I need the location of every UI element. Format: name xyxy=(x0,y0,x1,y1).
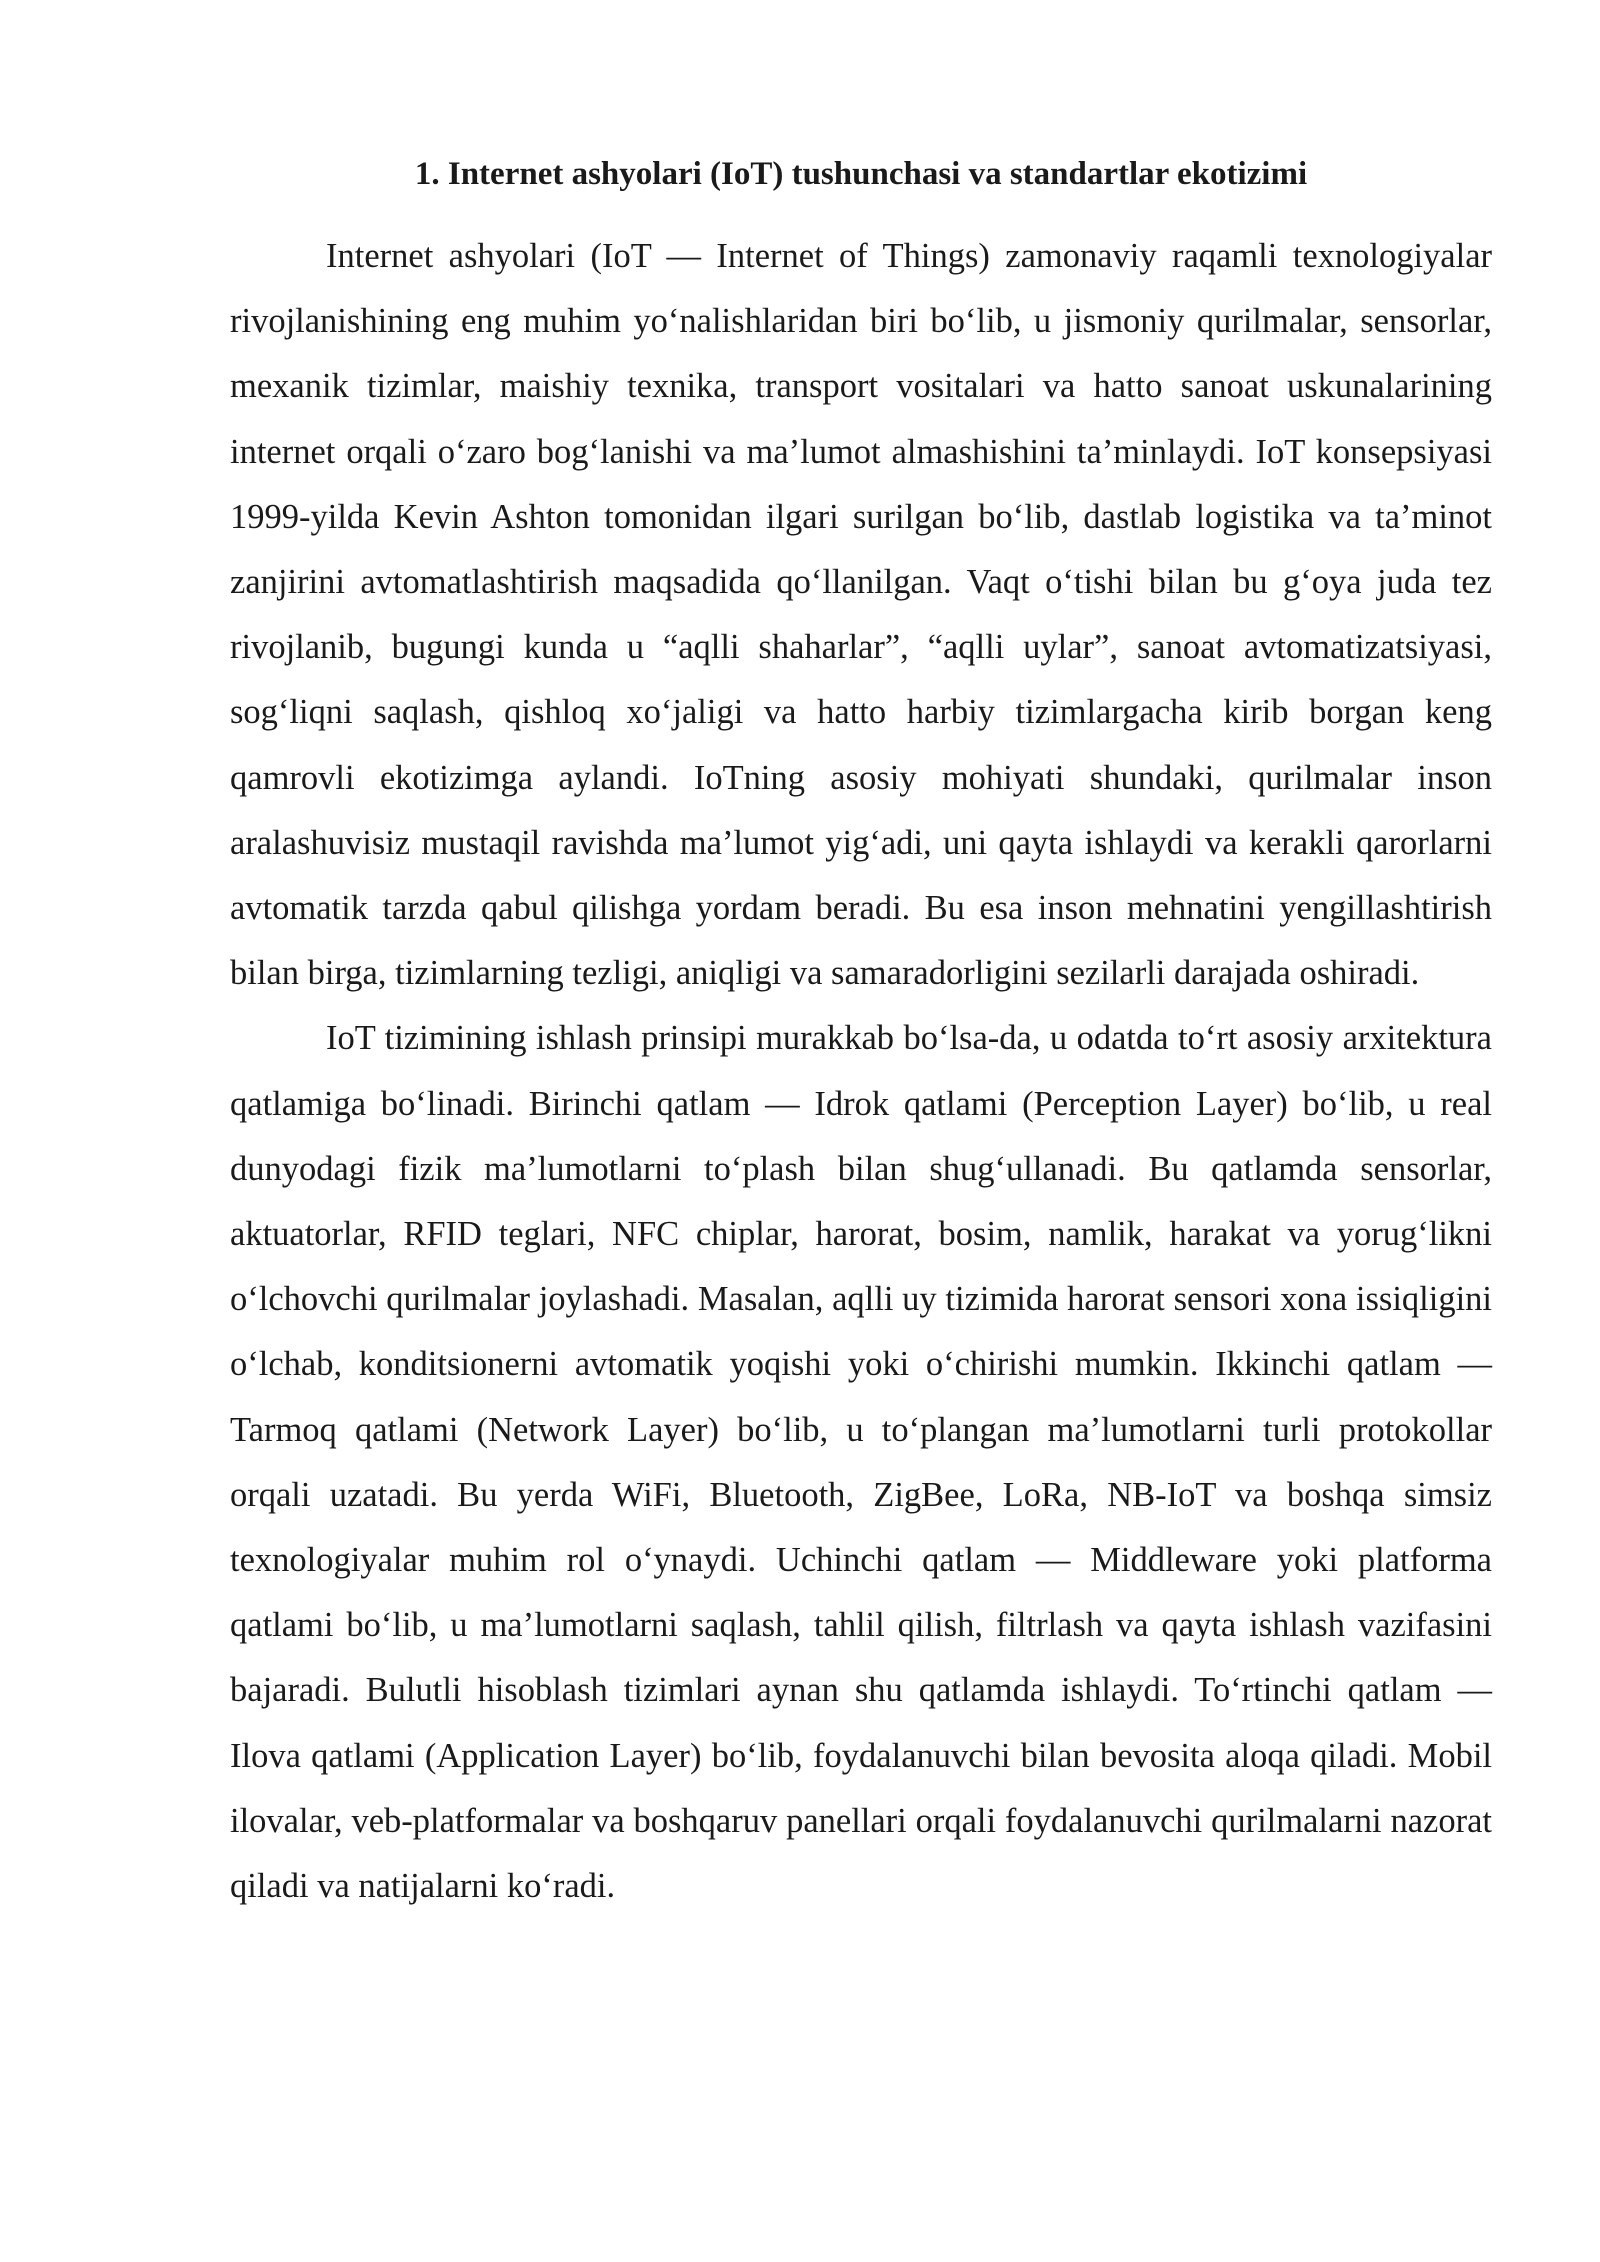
section-heading: 1. Internet ashyolari (IoT) tushunchasi va standartlar ekotizimi xyxy=(414,156,1308,192)
paragraph-iot-architecture: IoT tizimining ishlash prinsipi murakkab bo‘lsa-da, u odatda to‘rt asosiy arxitektura qatlamiga bo‘linadi. Birinchi qatlam — Idrok qatlami (Perception Layer) bo‘lib, u real dunyodagi fizik ma’lumotlarni to‘plash bilan shug‘ullanadi. Bu qatlamda sensorlar, aktuatorlar, RFID teglari, NFC chiplar, harorat, bosim, namlik, harakat va yorug‘likni o‘lchovchi qurilmalar joylashadi. Masalan, aqlli uy tizimida harorat sensori xona issiqligini o‘lchab, konditsionerni avtomatik yoqishi yoki o‘chirishi mumkin. Ikkinchi qatlam — Tarmoq qatlami (Network Layer) bo‘lib, u to‘plangan ma’lumotlarni turli protokollar orqali uzatadi. Bu yerda WiFi, Bluetooth, ZigBee, LoRa, NB-IoT va boshqa simsiz texnologiyalar muhim rol o‘ynaydi. Uchinchi qatlam — Middleware yoki platforma qatlami bo‘lib, u ma’lumotlarni saqlash, tahlil qilish, filtrlash va qayta ishlash vazifasini bajaradi. Bulutli hisoblash tizimlari aynan shu qatlamda ishlaydi. To‘rtinchi qatlam — Ilova qatlami (Application Layer) bo‘lib, foydalanuvchi bilan bevosita aloqa qiladi. Mobil ilovalar, veb-platformalar va boshqaruv panellari orqali foydalanuvchi qurilmalarni nazorat qiladi va natijalarni ko‘radi. xyxy=(230,1019,1492,1906)
paragraph-iot-definition: Internet ashyolari (IoT — Internet of Things) zamonaviy raqamli texnologiyalar rivojlanishining eng muhim yo‘nalishlaridan biri bo‘lib, u jismoniy qurilmalar, sensorlar, mexanik tizimlar, maishiy texnika, transport vositalari va hatto sanoat uskunalarining internet orqali o‘zaro bog‘lanishi va ma’lumot almashishini ta’minlaydi. IoT konsepsiyasi 1999-yilda Kevin Ashton tomonidan ilgari surilgan bo‘lib, dastlab logistika va ta’minot zanjirini avtomatlashtirish maqsadida qo‘llanilgan. Vaqt o‘tishi bilan bu g‘oya juda tez rivojlanib, bugungi kunda u “aqlli shaharlar”, “aqlli uylar”, sanoat avtomatizatsiyasi, sog‘liqni saqlash, qishloq xo‘jaligi va hatto harbiy tizimlargacha kirib borgan keng qamrovli ekotizimga aylandi. IoTning asosiy mohiyati shundaki, qurilmalar inson aralashuvisiz mustaqil ravishda ma’lumot yig‘adi, uni qayta ishlaydi va kerakli qarorlarni avtomatik tarzda qabul qilishga yordam beradi. Bu esa inson mehnatini yengillashtirish bilan birga, tizimlarning tezligi, aniqligi va samaradorligini sezilarli darajada oshiradi. xyxy=(230,237,1492,993)
document-page xyxy=(230,150,1492,1919)
